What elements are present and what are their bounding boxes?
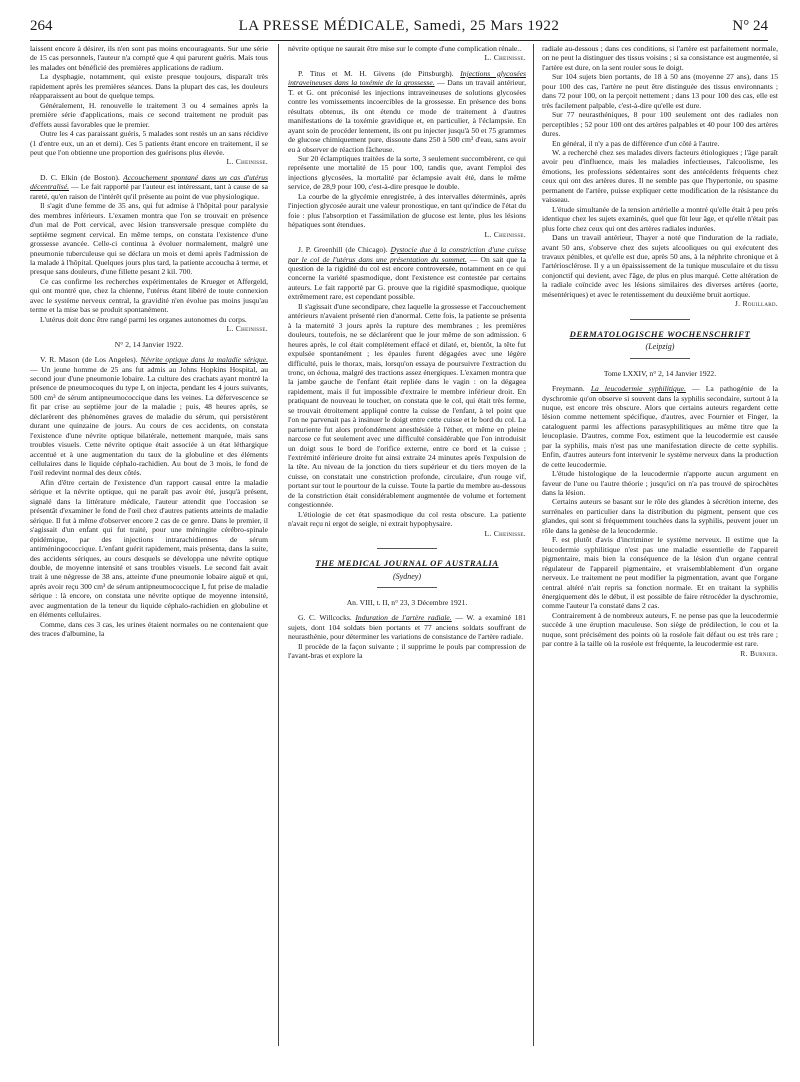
article-title: La leucodermie syphilitique.	[590, 384, 686, 394]
article-author: D. C. Elkin (de Boston).	[40, 172, 120, 182]
paragraph: Généralement, H. renouvelle le traitement 3 ou 4 semaines après la première série d'applications, mais ce second traitement ne produit pas d'effets aussi favorables que le premier.	[30, 100, 268, 129]
issue-dateline: An. VIII, t. II, n° 23, 3 Décembre 1921.	[346, 598, 468, 608]
article-author: G. C. Willcocks.	[298, 613, 352, 623]
article-abstract	[30, 173, 268, 201]
article-text: — Un jeune homme de 25 ans fut admis au Johns Hopkins Hospital, au second jour d'une pneumonie lobaire. La culture des crachats ayant montré la présence de pneumocoques du type I, on injecta, pendant les 4 jours suivants, 500 cm³ de sérum antipneumococcique dans les veines. La défervescence se fit par crise au septième jour de la maladie ; puis, 48 heures après, se déclarèrent des phénomènes graves de maladie du sérum, qui persistèrent durant une quinzaine de jours. Au cours de ces accidents, on constata l'existence d'une névrite optique bilatérale, nettement marquée, mais sans troubles visuels. Cette névrite optique était associée à un état léthargique accentué et à une augmentation du taux de la globuline et des éléments cellulaires dans le liquide céphalo-rachidien. Au bout de 3 mois, le fond de l'œil redevint normal des deux côtés.	[30, 364, 268, 478]
article-text: — La pathogénie de la dyschromie qu'on observe si souvent dans la syphilis secondaire, surtout à la nuque, est encore très obscure. Alors que certains auteurs regardent cette lésion comme nettement spécifique, d'autres, avec Fournier et Finger, la cataloguent parmi les affections parasyphilitiques au même titre que la leucoplasie. D'autres, comme Fox, estiment que la leucodermie est causée par la syphilis, mais n'est pas une manifestation directe de cette syphilis. Enfin, d'autres auteurs font intervenir le système nerveux dans la production de cette leucodermie.	[542, 384, 778, 469]
signature: L. Cheinisse.	[484, 229, 526, 239]
signature: L. Cheinisse.	[226, 324, 268, 334]
article-title: Induration de l'artère radiale.	[355, 613, 452, 623]
signature: J. Rouillard.	[734, 299, 778, 309]
journal-city: (Leipzig)	[645, 342, 675, 352]
column-right	[542, 44, 778, 664]
journal-city: (Sydney)	[393, 571, 421, 581]
paragraph: Il procède de la façon suivante ; il supprime le pouls par compression de l'avant-bras et explore la	[288, 641, 526, 661]
paragraph: L'étude simultanée de la tension artérielle a montré qu'elle était à peu près identique chez les sujets examinés, quel que fût leur âge, et qu'elle n'était pas plus forte chez ceux qui ont des artères radiales indurées.	[542, 204, 778, 233]
paragraph: F. est plutôt d'avis d'incriminer le système nerveux. Il estime que la leucodermie syphilitique n'est pas une maladie essentielle de l'appareil pigmentaire, mais bien la conséquence de la lésion d'un organe central régulateur de l'appareil pigmentaire, et vraisemblablement d'un organe nerveux. Le traitement ne peut modifier la pigmentation, avant que l'organe central altéré n'ait repris sa fonction normale. Et en traitant la syphilis énergiquement dès le début, il est possible de faire rétrocéder la dyschromie, comme l'auteur l'a constaté dans 2 cas.	[542, 535, 778, 611]
page-header	[30, 14, 768, 38]
running-title: LA PRESSE MÉDICALE, Samedi, 25 Mars 1922	[238, 18, 560, 34]
article-text: — W. a examiné 181 sujets, dont 104 soldats bien portants et 77 anciens soldats souffrant de neurasthénie, pour déterminer les variations de consistance de l'artère radiale.	[288, 613, 527, 642]
article-title: Accouchement spontané dans un cas d'utérus décentralisé.	[30, 172, 268, 192]
article-author: J. P. Greenhill (de Chicago).	[298, 245, 388, 255]
section-rule	[377, 548, 437, 549]
signature: R. Burnier.	[740, 648, 778, 658]
issue-dateline: Tome LXXIV, n° 2, 14 Janvier 1922.	[603, 368, 717, 378]
article-abstract	[30, 355, 268, 478]
signature: L. Cheinisse.	[484, 528, 526, 538]
signature: L. Cheinisse.	[226, 157, 268, 167]
article-abstract	[542, 384, 778, 469]
header-rule	[30, 40, 768, 41]
column-middle	[288, 44, 526, 661]
page-number: 264	[30, 18, 53, 34]
paragraph: La dysphagie, notamment, qui existe presque toujours, disparaît très rapidement après les premières séances. Dans la plupart des cas, les douleurs réapparaissent au bout de quelque temps.	[30, 72, 268, 101]
article-abstract	[288, 245, 526, 302]
paragraph: La courbe de la glycémie enregistrée, à des intervalles déterminés, après l'injection glycosée aurait une valeur pronostique, en tant qu'indice de l'état du foie : plus l'absorption et l'assimilation de glucose est lente, plus les lésions hépatiques sont étendues.	[288, 191, 526, 230]
paragraph: Dans un travail antérieur, Thayer a noté que l'induration de la radiale, avant 50 ans, s'observe chez des sujets alcooliques ou qui exécutent des travaux pénibles, et qu'elle est due, après 50 ans, à la néphrite chronique et à l'artériosclérose. Il y a un épaississement de la tunique musculaire et du tissu conjonctif qui devient, avec l'âge, de plus en plus marqué. Cette altération de la radiale coïncide avec les lésions similaires des diverses artères (aorte, mésentériques) et avec le retentissement du deuxième bruit aortique.	[542, 233, 778, 299]
article-text: — On sait que la question de la rigidité du col est encore controversée, notamment en ce qui concerne la variété spasmodique, dont l'existence est contestée par certains auteurs. Le fait rapporté par G. prouve que la rigidité spasmodique, quoique extrêmement rare, est cependant possible.	[288, 254, 526, 302]
paragraph: Il s'agit d'une femme de 35 ans, qui fut admise à l'hôpital pour paralysie des membres inférieurs. L'examen montra que l'on se trouvait en présence d'un mal de Pott cervical, avec lésion transversale presque complète du septième segment cervical. En même temps, on constata l'existence d'une grossesse avancée. Celle-ci continua à évoluer normalement, malgré une pneumonie tuberculeuse qui se déclara un mois et demi après l'admission de la malade à l'hôpital. Quelques jours plus tard, la patiente accoucha à terme, et presque sans douleurs, d'une fillette pesant 2 kil. 700.	[30, 201, 268, 277]
article-author: Freymann.	[552, 384, 585, 394]
column-divider	[278, 44, 279, 1046]
article-text: — Dans un travail antérieur, T. et G. ont préconisé les injections intraveineuses de solutions glycosées contre les vomissements incoercibles de la grossesse. En présence des bons résultats obtenus, ils ont étendu ce mode de traitement à d'autres manifestations de la toxémie gravidique et, en particulier, à l'éclampsie. En ayant soin de procéder lentement, ils ont pu injecter jusqu'à 50 et 75 grammes de glucose chimiquement pure, dissoute dans 250 à 500 cm³ d'eau, sans avoir eu à observer de réaction fâcheuse.	[288, 78, 527, 154]
issue-number: N° 24	[732, 18, 768, 34]
paragraph: Sur 77 neurasthéniques, 8 pour 100 seulement ont des radiales non perceptibles ; 52 pour 100 ont des artères palpables et 40 pour 100 des artères dures.	[542, 110, 778, 139]
article-author: P. Titus et M. H. Givens (de Pittsburgh).	[298, 68, 454, 78]
paragraph: W. a recherché chez ses malades divers facteurs étiologiques ; l'âge paraît avoir peu d'influence, mais les maladies infectieuses, l'alcoolisme, les émotions, les professions sédentaires sont des antécédents fréquents chez ceux qui ont des artères dures. Il ne semble pas que l'hypertonie, ou spasme permanent de l'artère, puisse expliquer cette modification de la résistance du vaisseau.	[542, 147, 778, 205]
paragraph: Sur 104 sujets bien portants, de 18 à 50 ans (moyenne 27 ans), dans 15 pour 100 des cas, l'artère ne peut être distinguée des tissus environnants ; dans 72 pour 100, on la perçoit nettement ; dans 13 pour 100 des cas, elle est très facilement palpable, c'est-à-dire qu'elle est dure.	[542, 72, 778, 110]
section-rule	[377, 587, 437, 588]
paragraph: névrite optique ne saurait être mise sur le compte d'une complication rénale..	[288, 44, 522, 53]
article-abstract	[288, 613, 526, 641]
paragraph: Afin d'être certain de l'existence d'un rapport causal entre la maladie sérique et la névrite optique, qui ne paraît pas avoir été, jusqu'à présent, signalé dans la littérature médicale, l'auteur attendit que l'occasion se présentât d'examiner le fond de l'œil chez d'autres patients atteints de maladie sérique. Il fut à même d'observer encore 2 cas de ce genre. Dans le premier, il s'agissait d'un enfant qui fut traité, pour une méningite cérébro-spinale épidémique, par des injections intrarachidiennes de sérum antiméningococcique. L'enfant guérit rapidement, mais présenta, dans la suite, des accidents sériques, au cours desquels se développa une névrite optique double, de moyenne intensité et sans troubles visuels. Le second fait avait trait à une négresse de 38 ans, atteinte d'une pneumonie lobaire aiguë et qui, après avoir reçu 300 cm³ de sérum antipneumococcique I, fut prise de maladie sérique : là encore, on constata une névrite optique de moyenne intensité, avec augmentation de la teneur du liquide céphalo-rachidien en globuline et en éléments cellulaires.	[30, 477, 268, 620]
paragraph: En général, il n'y a pas de différence d'un côté à l'autre.	[552, 138, 720, 148]
paragraph: Comme, dans ces 3 cas, les urines étaient normales ou ne contenaient que des traces d'albumine, la	[30, 619, 268, 639]
paragraph: L'étiologie de cet état spasmodique du col resta obscure. La patiente n'avait reçu ni ergot de seigle, ni extrait hypophysaire.	[288, 509, 526, 529]
journal-name: THE MEDICAL JOURNAL OF AUSTRALIA	[315, 558, 499, 569]
paragraph: laissent encore à désirer, ils n'en sont pas moins encourageants. Sur une série de 15 cas personnels, l'auteur n'a compté que 4 qui parurent guéris. Mais tous les malades ont bénéficié des premières applications de radium.	[30, 44, 268, 72]
column-left	[30, 44, 268, 639]
article-abstract	[288, 69, 526, 154]
paragraph: Certains auteurs se basant sur le rôle des glandes à sécrétion interne, des surrénales en particulier dans la distribution du pigment, pensent que ces glandes, qui sont si fréquemment touchées dans la syphilis, peuvent jouer un rôle dans la genèse de la leucodermie.	[542, 497, 778, 535]
article-text: — Le fait rapporté par l'auteur est intéressant, tant à cause de sa rareté, qu'en raison de l'intérêt qu'il présente au point de vue physiologique.	[30, 182, 268, 201]
paragraph: L'étude histologique de la leucodermie n'apporte aucun argument en faveur de l'une ou l'autre théorie ; jusqu'ici on n'a pas trouvé de spirochètes dans la lésion.	[542, 469, 778, 498]
paragraph: Outre les 4 cas paraissant guéris, 5 malades sont restés un an sans récidive (1 d'entre eux, un an et demi). Ces 5 patients étant encore en traitement, il se peut que l'on obtienne une proportion des guérisons plus élevée.	[30, 129, 268, 157]
section-rule	[630, 319, 690, 320]
issue-dateline: N° 2, 14 Janvier 1922.	[114, 339, 184, 349]
article-title: Dystocie due à la constriction d'une cuisse par le col de l'utérus dans une présentation du sommet.	[288, 245, 526, 264]
paragraph: Contrairement à de nombreux auteurs, F. ne pense pas que la leucodermie succède à une éruption maculeuse. Son siège de prédilection, le cou et la nuque, sont précisément des points où la roséole fait défaut ou est très rare ; par contre à la taille où la roséole est fréquente, la leucodermie est rare.	[542, 610, 778, 649]
paragraph: Ce cas confirme les recherches expérimentales de Krueger et Affergeld, qui ont montré que, chez la chienne, l'utérus étant libéré de toute connexion avec le système nerveux central, la gravidité n'en évolue pas moins jusqu'au terme et la mise bas se produit spontanément.	[30, 276, 268, 315]
paragraph: Sur 20 éclamptiques traitées de la sorte, 3 seulement succombèrent, ce qui représente une mortalité de 15 pour 100, tandis que, avant l'emploi des injections glycosées, la mortalité par éclampsie avait été, dans le même service, de 28,9 pour 100, c'est-à-dire presque le double.	[288, 153, 526, 192]
paragraph: Il s'agissait d'une secondipare, chez laquelle la grossesse et l'accouchement antérieurs n'avaient présenté rien d'anormal. Cette fois, la patiente se présenta à la maternité 3 jours après la rupture des membranes ; les premières douleurs, toutefois, ne se déclarèrent que le jour même de son admission. 6 heures après, le col était complètement effacé et dilaté, et, bientôt, la tête fut expulsée spontanément ; les épaules furent dégagées avec une légère difficulté, puis le thorax, mais, lorsqu'on essaya de poursuivre l'extraction du tronc, on échoua, malgré des tractions assez énergiques. L'examen montra que la jambe gauche de l'enfant était repliée dans le vagin : on la dégagea rapidement, mais il fut impossible d'extraire le membre inférieur droit. En pratiquant de nouveau le toucher, on constata que le col, qui était très ferme, se trouvait étroitement appliqué contre la cuisse de l'enfant, à tel point que l'on ne parvenait pas à insinuer le doigt entre cette cuisse et le bord du col. La parturiente fut alors profondément anesthésiée à l'éther, et même en pleine narcose ce fut seulement avec une difficulté considérable que l'on introduisit un doigt sous le bord de l'orifice externe, entre ce bord et la cuisse ; l'extrémité inférieure droite fut ainsi extraite 24 minutes après l'expulsion de la tête. Au niveau de la jonction du tiers supérieur et du tiers moyen de la cuisse, on constatait une constriction profonde, circulaire, d'un rouge vif, portant sur tout le pourtour de la cuisse. Toute la partie du membre au-dessous de la constriction était considérablement augmentée de volume et fortement congestionnée.	[288, 301, 526, 510]
article-author: V. R. Mason (de Los Angeles).	[40, 355, 138, 365]
column-divider	[533, 44, 534, 1046]
article-title: Névrite optique dans la maladie sérique.	[140, 355, 268, 365]
signature: L. Cheinisse.	[484, 53, 526, 63]
article-title: Injections glycosées intraveineuses dans la toxémie de la grossesse.	[288, 68, 526, 88]
journal-name: DERMATOLOGISCHE WOCHENSCHRIFT	[569, 328, 751, 339]
paragraph: L'utérus doit donc être rangé parmi les organes autonomes du corps.	[40, 314, 247, 324]
section-rule	[630, 358, 690, 359]
paragraph: radiale au-dessous ; dans ces conditions, si l'artère est parfaitement normale, on ne peut la distinguer des tissus voisins ; si sa consistance est augmentée, si l'artère est dure, on la sent rouler sous le doigt.	[542, 44, 778, 72]
